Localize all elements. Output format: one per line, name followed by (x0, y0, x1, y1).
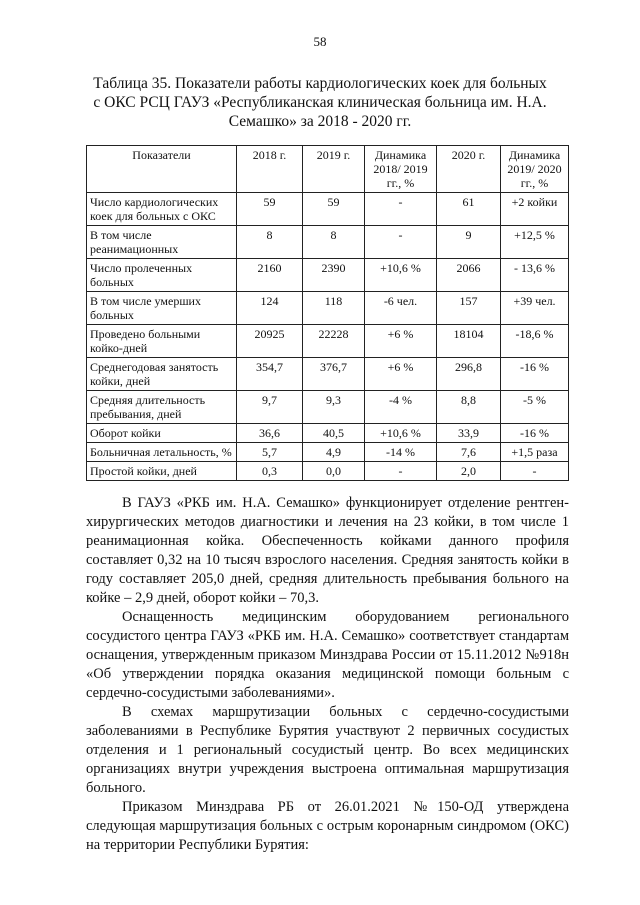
value-cell: 20925 (237, 325, 303, 358)
header-2019: 2019 г. (303, 146, 365, 193)
header-2018: 2018 г. (237, 146, 303, 193)
value-cell: +6 % (365, 358, 437, 391)
value-cell: 7,6 (437, 443, 501, 462)
value-cell: 0,3 (237, 462, 303, 481)
text-block-2 (86, 703, 569, 855)
indicator-name-cell: Число кардиологических коек для больных с ОКС (87, 193, 237, 226)
value-cell: 376,7 (303, 358, 365, 391)
value-cell: 9 (437, 226, 501, 259)
table-row (87, 462, 569, 481)
value-cell: -6 чел. (365, 292, 437, 325)
value-cell: 4,9 (303, 443, 365, 462)
indicator-name-cell: В том числе умерших больных (87, 292, 237, 325)
indicator-name-cell: Проведено больными койко-дней (87, 325, 237, 358)
value-cell: 2160 (237, 259, 303, 292)
value-cell: 124 (237, 292, 303, 325)
value-cell: +39 чел. (501, 292, 569, 325)
header-indicators: Показатели (87, 146, 237, 193)
paragraph: Оснащенность медицинским оборудованием регионального сосудистого центра ГАУЗ «РКБ им. Н.А. Семашко» соответствует стандартам оснащения, утвержденным приказом Минздрава России от 15.11.2012 №918н «Об утверждении порядка оказания медицинской помощи больным с сердечно-сосудистыми заболеваниями». (86, 609, 569, 701)
value-cell: -16 % (501, 358, 569, 391)
value-cell: 61 (437, 193, 501, 226)
value-cell: 40,5 (303, 424, 365, 443)
table-row (87, 424, 569, 443)
value-cell: 2066 (437, 259, 501, 292)
table-header-row (87, 146, 569, 193)
value-cell: 2,0 (437, 462, 501, 481)
value-cell: -16 % (501, 424, 569, 443)
value-cell: 59 (237, 193, 303, 226)
value-cell: 33,9 (437, 424, 501, 443)
value-cell: 8,8 (437, 391, 501, 424)
value-cell: -5 % (501, 391, 569, 424)
value-cell: 296,8 (437, 358, 501, 391)
value-cell: +12,5 % (501, 226, 569, 259)
table-row (87, 391, 569, 424)
header-dynamics-2018-2019: Динамика 2018/ 2019 гг., % (365, 146, 437, 193)
paragraph: В схемах маршрутизации больных с сердечно-сосудистыми заболеваниями в Республике Бурятия участвуют 2 первичных сосудистых отделения и 1 региональный сосудистый центр. Во всех медицинских организациях внутри учреждения выстроена оптимальная маршрутизация больного. (86, 704, 569, 796)
table-row (87, 193, 569, 226)
indicator-name-cell: Оборот койки (87, 424, 237, 443)
value-cell: - (501, 462, 569, 481)
table-caption-line: Таблица 35. Показатели работы кардиологических коек для больных (93, 75, 547, 92)
value-cell: 2390 (303, 259, 365, 292)
value-cell: 9,3 (303, 391, 365, 424)
value-cell: - (365, 226, 437, 259)
value-cell: 36,6 (237, 424, 303, 443)
value-cell: +6 % (365, 325, 437, 358)
value-cell: 9,7 (237, 391, 303, 424)
value-cell: 157 (437, 292, 501, 325)
table-row (87, 358, 569, 391)
value-cell: - (365, 193, 437, 226)
indicator-name-cell: Число пролеченных больных (87, 259, 237, 292)
header-2020: 2020 г. (437, 146, 501, 193)
table-row (87, 443, 569, 462)
value-cell: 5,7 (237, 443, 303, 462)
table-row (87, 292, 569, 325)
indicator-name-cell: Больничная летальность, % (87, 443, 237, 462)
header-dynamics-2019-2020: Динамика 2019/ 2020 гг., % (501, 146, 569, 193)
value-cell: +10,6 % (365, 259, 437, 292)
paragraph: В ГАУЗ «РКБ им. Н.А. Семашко» функционирует отделение рентген-хирургических методов диагностики и лечения на 23 койки, в том числе 1 реанимационная койка. Обеспеченность койками данного профиля составляет 0,32 на 10 тысяч взрослого населения. Средняя занятость койки в году составляет 205,0 дней, средняя длительность пребывания больного на койке – 2,9 дней, оборот койки – 70,3. (86, 495, 569, 606)
table-row (87, 259, 569, 292)
page-number: 58 (313, 34, 327, 49)
indicator-name-cell: Среднегодовая занятость койки, дней (87, 358, 237, 391)
table-caption-line: с ОКС РСЦ ГАУЗ «Республиканская клиническая больница им. Н.А. (93, 94, 547, 111)
value-cell: 0,0 (303, 462, 365, 481)
text-block-1 (86, 494, 569, 703)
value-cell: 118 (303, 292, 365, 325)
value-cell: +1,5 раза (501, 443, 569, 462)
value-cell: 354,7 (237, 358, 303, 391)
table-row (87, 226, 569, 259)
value-cell: -14 % (365, 443, 437, 462)
value-cell: 18104 (437, 325, 501, 358)
value-cell: 8 (303, 226, 365, 259)
cardiology-beds-table (86, 145, 569, 481)
value-cell: +10,6 % (365, 424, 437, 443)
table-caption (90, 74, 550, 131)
value-cell: -18,6 % (501, 325, 569, 358)
table-caption-line: Семашко» за 2018 - 2020 гг. (228, 113, 412, 130)
indicator-name-cell: В том числе реанимационных (87, 226, 237, 259)
indicator-name-cell: Средняя длительность пребывания, дней (87, 391, 237, 424)
value-cell: 22228 (303, 325, 365, 358)
value-cell: - 13,6 % (501, 259, 569, 292)
paragraph: Приказом Минздрава РБ от 26.01.2021 №150-ОД утверждена следующая маршрутизация больных с острым коронарным синдромом (ОКС) на территории Республики Бурятия: (86, 799, 569, 853)
value-cell: 8 (237, 226, 303, 259)
value-cell: -4 % (365, 391, 437, 424)
table-row (87, 325, 569, 358)
indicator-name-cell: Простой койки, дней (87, 462, 237, 481)
value-cell: 59 (303, 193, 365, 226)
value-cell: +2 койки (501, 193, 569, 226)
value-cell: - (365, 462, 437, 481)
